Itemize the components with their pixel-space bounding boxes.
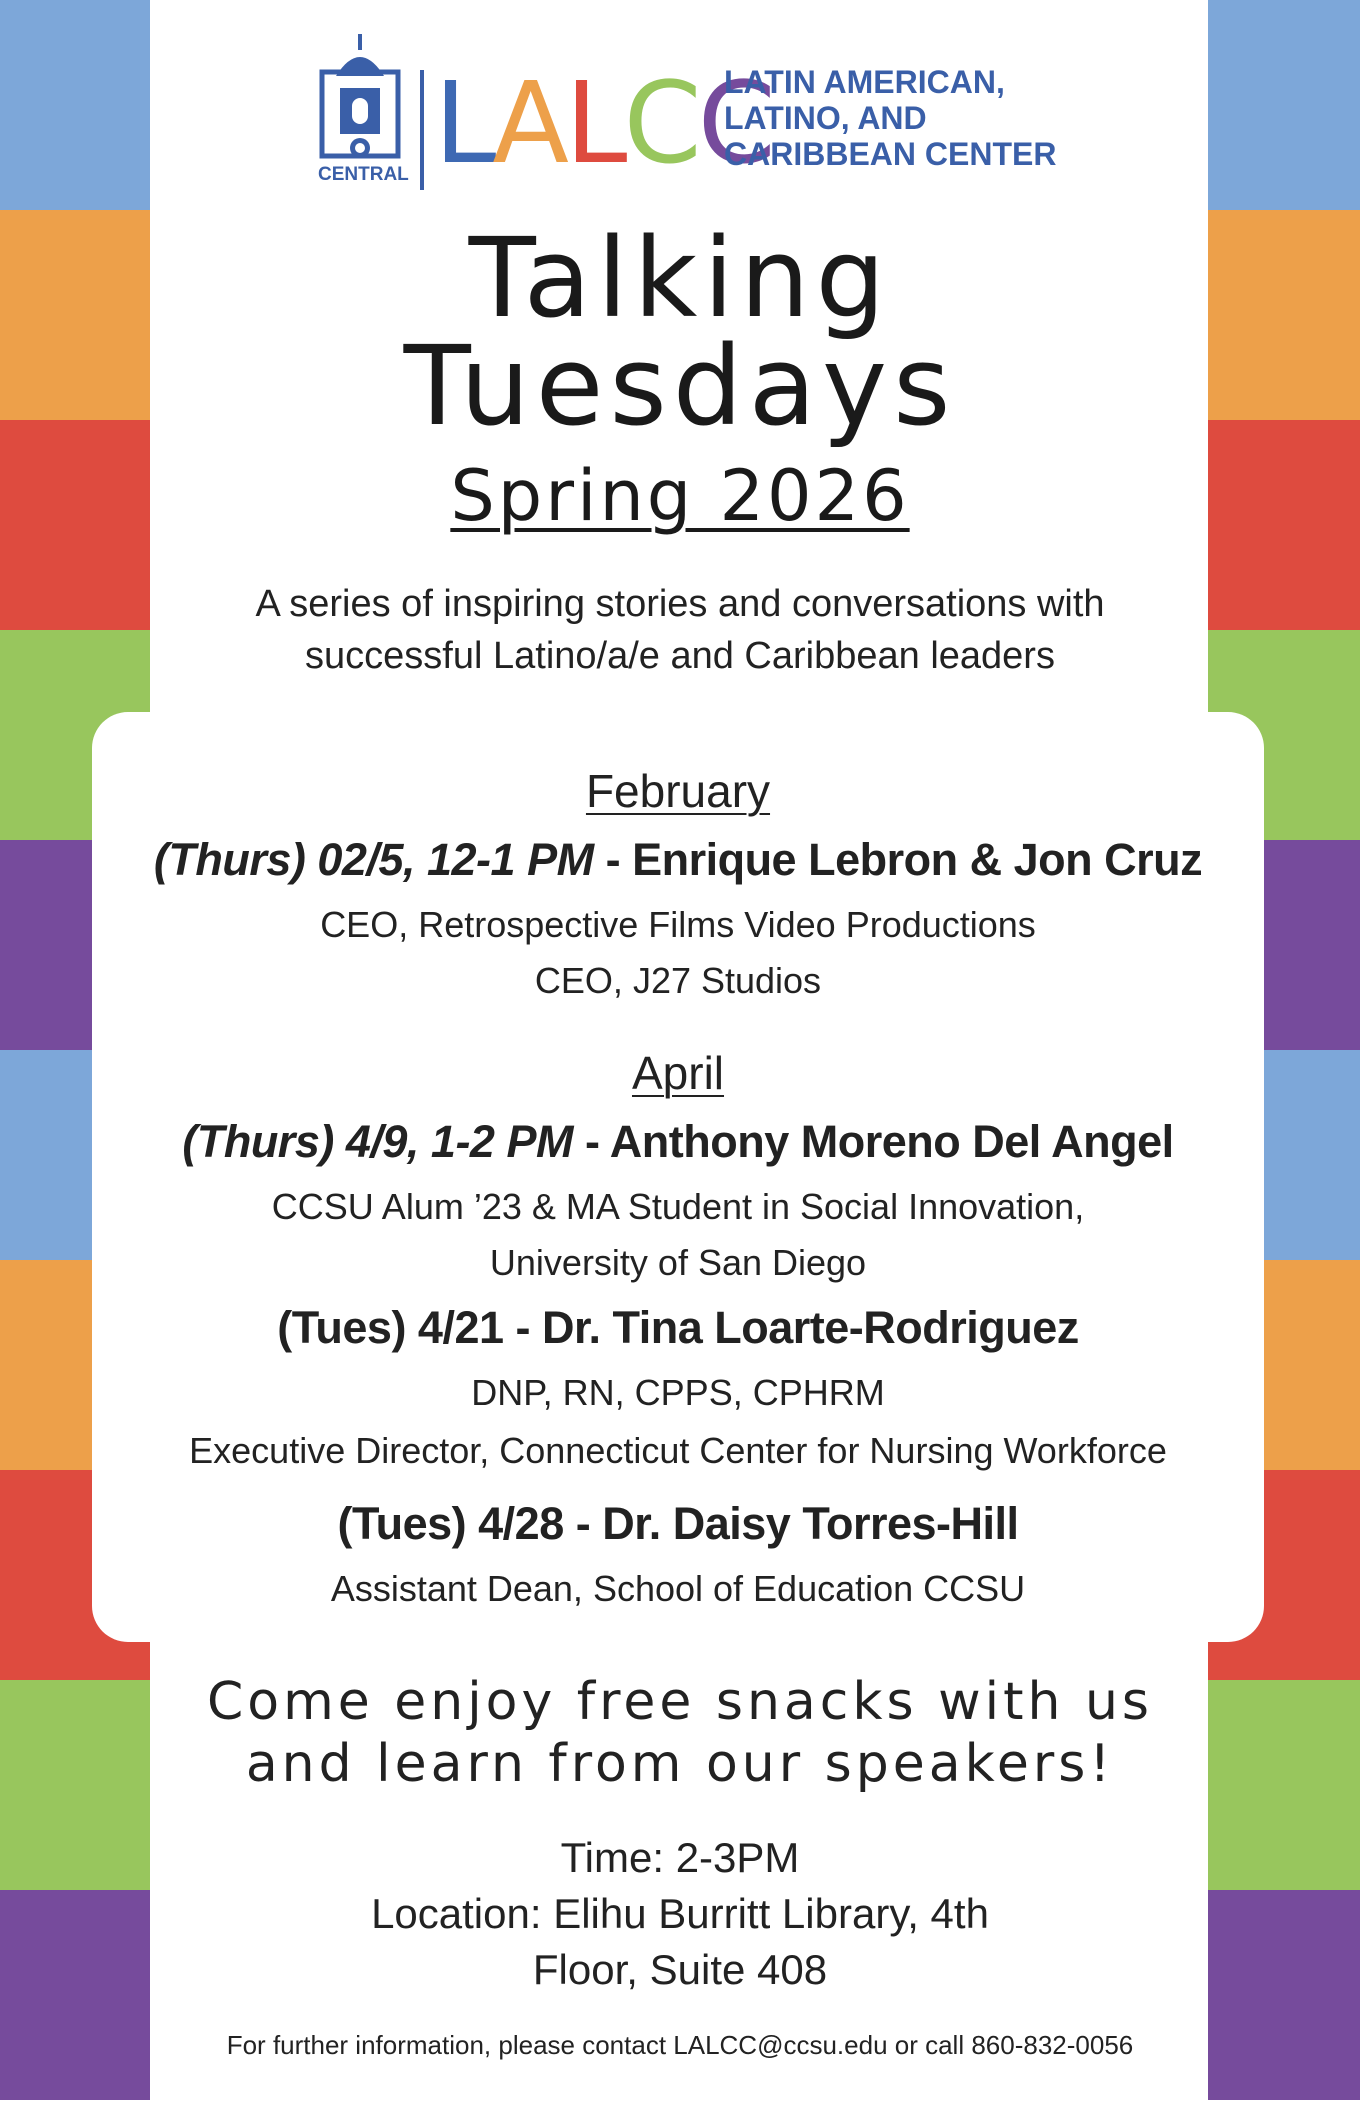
description-line: A series of inspiring stories and conversations with [255,583,1105,625]
speaker-role: Executive Director, Connecticut Center for Nursing Workforce [189,1430,1167,1471]
snacks-callout-line-1: Come enjoy free snacks with us [206,1672,1153,1732]
event-day: (Thurs) [182,1116,334,1167]
event-apr-28: (Tues) 4/28 - Dr. Daisy Torres-Hill [337,1498,1019,1549]
event-time: Time: 2-3PM [560,1834,800,1881]
title-line-1: Talking [468,214,892,342]
contact-footer: For further information, please contact LALCC@ccsu.edu or call 860-832-0056 [226,2030,1134,2060]
central-seal [318,32,409,185]
event-speakers: - Anthony Moreno Del Angel [584,1116,1174,1167]
snacks-callout-line-2: and learn from our speakers! [245,1734,1115,1794]
logo-letter: A [492,59,566,189]
speaker-role: CCSU Alum ’23 & MA Student in Social Innovation, [271,1186,1085,1227]
event-speakers: - Enrique Lebron & Jon Cruz [605,834,1203,885]
event-location-cont: Floor, Suite 408 [532,1946,828,1993]
lalcc-logo [0,28,1360,208]
event-apr-21: (Tues) 4/21 - Dr. Tina Loarte-Rodriguez [277,1302,1079,1353]
month-april: April [631,1047,725,1099]
speaker-role: University of San Diego [489,1242,867,1283]
series-description [200,578,1160,682]
event-day: (Thurs) [153,834,306,885]
central-building-seal-icon [318,32,402,162]
speaker-role: Assistant Dean, School of Education CCSU [330,1568,1026,1609]
lalcc-wordmark [434,59,772,189]
season-heading: Spring 2026 [450,455,910,537]
month-february: February [585,765,771,817]
center-name-line: CARIBBEAN CENTER [724,136,1057,172]
event-feb-5 [92,834,1264,886]
logo-letter: C [697,59,772,189]
logo-letter: L [434,59,493,189]
event-apr-9 [92,1116,1264,1168]
seal-label: CENTRAL [318,164,409,185]
description-line: successful Latino/a/e and Caribbean leaders [305,635,1055,677]
logo-letter: C [623,59,698,189]
event-date-time: 02/5, 12-1 PM [317,834,594,885]
event-date-time: 4/9, 1-2 PM [345,1116,573,1167]
logo-divider [420,70,424,190]
schedule-card [92,712,1264,1642]
speaker-role: CEO, J27 Studios [534,960,822,1001]
title-line-2: Tuesdays [403,322,957,450]
logo-letter: L [565,59,624,189]
event-location: Location: Elihu Burritt Library, 4th [371,1890,989,1937]
center-name-line: LATINO, AND [724,100,927,136]
center-name [724,64,1064,172]
speaker-role: CEO, Retrospective Films Video Productions [320,904,1036,945]
speaker-role: DNP, RN, CPPS, CPHRM [471,1372,885,1413]
center-name-line: LATIN AMERICAN, [724,64,1005,100]
